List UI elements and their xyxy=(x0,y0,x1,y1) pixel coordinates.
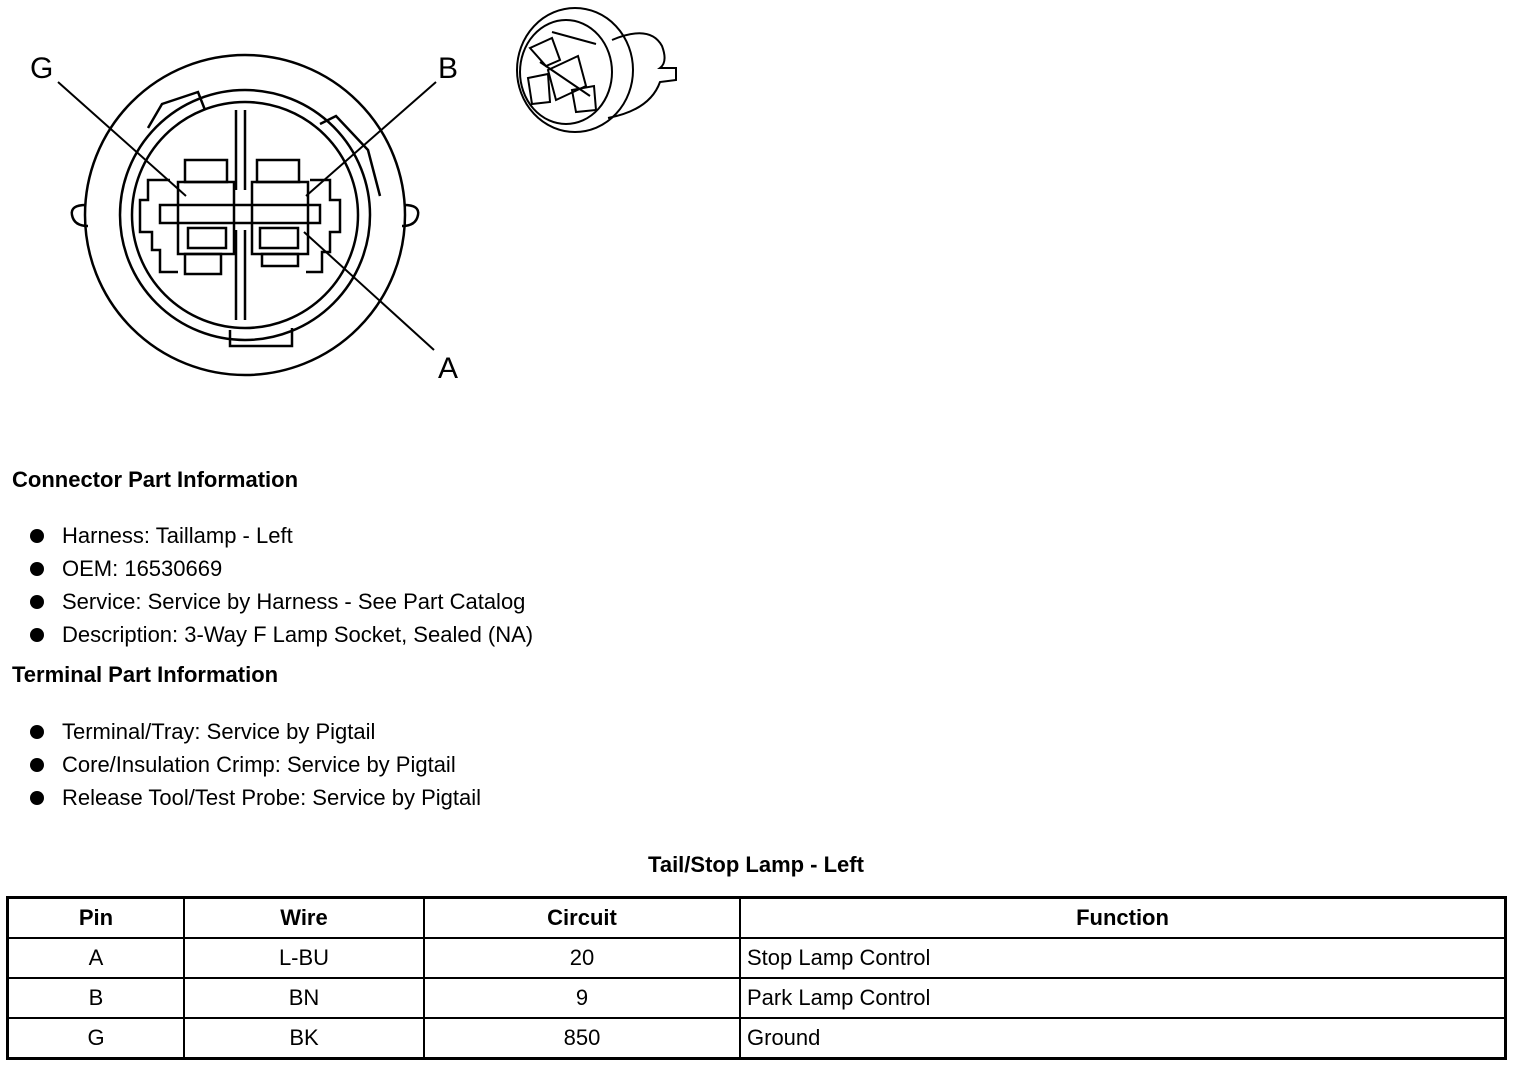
connector-info-item-harness: Harness: Taillamp - Left xyxy=(30,519,533,552)
cell-function: Stop Lamp Control xyxy=(740,938,1506,978)
socket-isometric-view xyxy=(517,8,676,132)
terminal-info-list xyxy=(30,715,481,814)
pin-label-b: B xyxy=(438,52,459,85)
header-pin: Pin xyxy=(8,898,185,939)
cell-wire: BK xyxy=(184,1018,424,1059)
cell-circuit: 9 xyxy=(424,978,740,1018)
pin-table xyxy=(6,896,1507,1060)
connector-info-list xyxy=(30,519,533,651)
pin-table-title: Tail/Stop Lamp - Left xyxy=(648,852,864,877)
pin-label-g: G xyxy=(30,52,54,85)
cell-wire: L-BU xyxy=(184,938,424,978)
header-function: Function xyxy=(740,898,1506,939)
connector-face xyxy=(72,55,418,375)
cell-pin: G xyxy=(8,1018,185,1059)
connector-diagram xyxy=(0,0,720,420)
cell-circuit: 20 xyxy=(424,938,740,978)
connector-info-item-description: Description: 3-Way F Lamp Socket, Sealed (NA) xyxy=(30,618,533,651)
connector-info-item-oem: OEM: 16530669 xyxy=(30,552,533,585)
cell-pin: A xyxy=(8,938,185,978)
pin-table-header-row xyxy=(8,898,1506,939)
cell-circuit: 850 xyxy=(424,1018,740,1059)
cell-pin: B xyxy=(8,978,185,1018)
cell-function: Ground xyxy=(740,1018,1506,1059)
cell-wire: BN xyxy=(184,978,424,1018)
terminal-info-item-release-tool: Release Tool/Test Probe: Service by Pigtail xyxy=(30,781,481,814)
terminal-info-item-crimp: Core/Insulation Crimp: Service by Pigtail xyxy=(30,748,481,781)
table-row xyxy=(8,1018,1506,1059)
terminal-info-item-tray: Terminal/Tray: Service by Pigtail xyxy=(30,715,481,748)
table-row xyxy=(8,938,1506,978)
connector-info-item-service: Service: Service by Harness - See Part Catalog xyxy=(30,585,533,618)
pin-label-a: A xyxy=(438,352,459,385)
terminal-info-title: Terminal Part Information xyxy=(12,662,279,687)
header-wire: Wire xyxy=(184,898,424,939)
table-row xyxy=(8,978,1506,1018)
cell-function: Park Lamp Control xyxy=(740,978,1506,1018)
header-circuit: Circuit xyxy=(424,898,740,939)
connector-info-title: Connector Part Information xyxy=(12,467,299,492)
